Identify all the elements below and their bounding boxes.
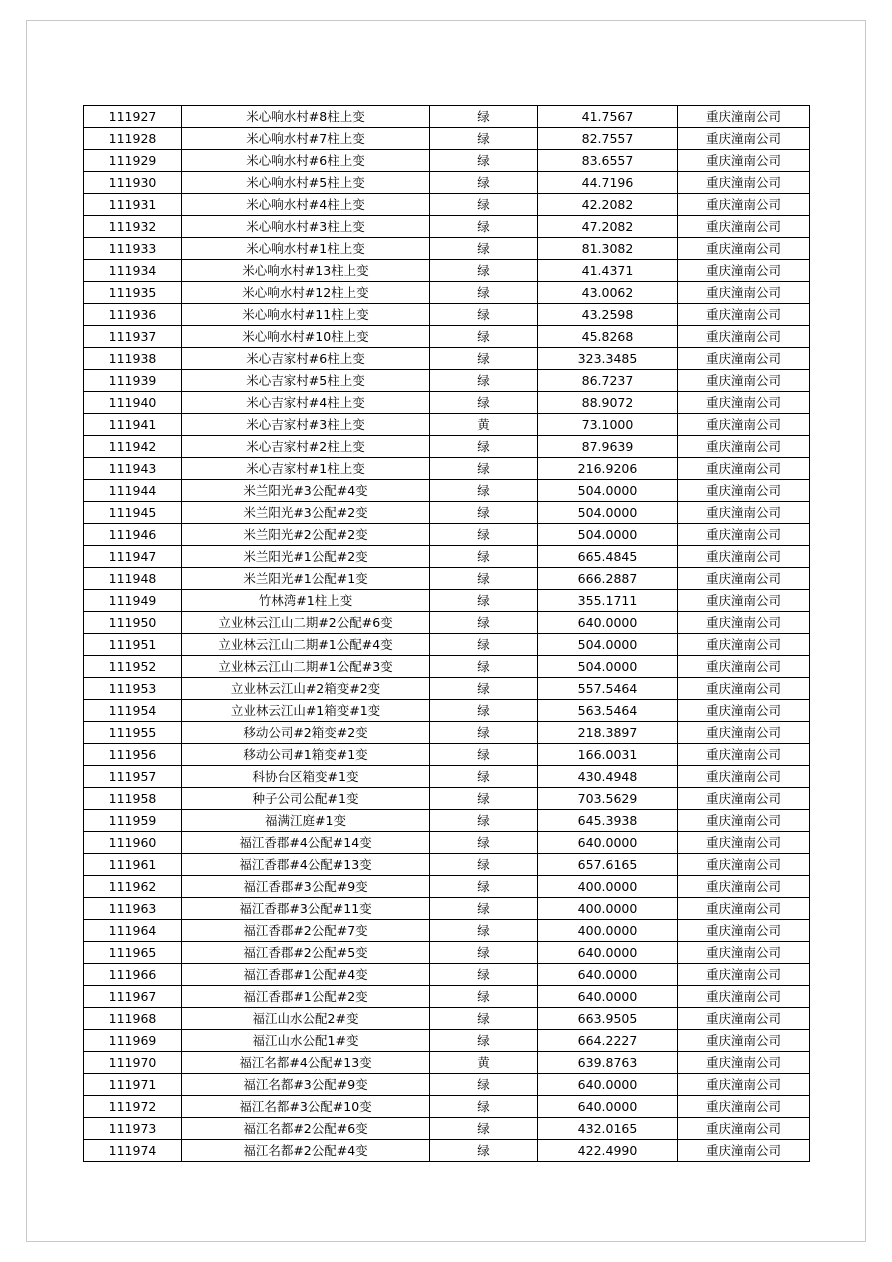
cell-status: 黄 — [430, 414, 538, 436]
cell-id: 111940 — [84, 392, 182, 414]
cell-company: 重庆潼南公司 — [678, 546, 810, 568]
cell-name: 福江香郡#4公配#13变 — [182, 854, 430, 876]
cell-id: 111931 — [84, 194, 182, 216]
cell-status: 绿 — [430, 1030, 538, 1052]
cell-status: 绿 — [430, 986, 538, 1008]
table-row — [84, 238, 810, 260]
table-body — [84, 106, 810, 1162]
cell-id: 111963 — [84, 898, 182, 920]
cell-status: 绿 — [430, 326, 538, 348]
cell-id: 111974 — [84, 1140, 182, 1162]
cell-status: 绿 — [430, 920, 538, 942]
cell-company: 重庆潼南公司 — [678, 788, 810, 810]
cell-value: 504.0000 — [538, 480, 678, 502]
cell-status: 绿 — [430, 106, 538, 128]
table-row — [84, 1008, 810, 1030]
table-row — [84, 854, 810, 876]
cell-status: 绿 — [430, 1118, 538, 1140]
cell-name: 米心响水村#1柱上变 — [182, 238, 430, 260]
cell-value: 640.0000 — [538, 964, 678, 986]
table-row — [84, 150, 810, 172]
cell-name: 米心响水村#11柱上变 — [182, 304, 430, 326]
cell-value: 663.9505 — [538, 1008, 678, 1030]
cell-value: 42.2082 — [538, 194, 678, 216]
table-row — [84, 568, 810, 590]
cell-company: 重庆潼南公司 — [678, 832, 810, 854]
cell-value: 504.0000 — [538, 634, 678, 656]
cell-value: 323.3485 — [538, 348, 678, 370]
cell-value: 504.0000 — [538, 524, 678, 546]
table-row — [84, 106, 810, 128]
cell-name: 福江香郡#2公配#5变 — [182, 942, 430, 964]
cell-status: 绿 — [430, 634, 538, 656]
cell-status: 绿 — [430, 282, 538, 304]
cell-status: 绿 — [430, 964, 538, 986]
cell-status: 绿 — [430, 524, 538, 546]
cell-status: 绿 — [430, 1096, 538, 1118]
table-row — [84, 502, 810, 524]
table-row — [84, 1074, 810, 1096]
table-row — [84, 612, 810, 634]
cell-name: 立业林云江山#2箱变#2变 — [182, 678, 430, 700]
cell-status: 绿 — [430, 348, 538, 370]
cell-name: 米心响水村#8柱上变 — [182, 106, 430, 128]
cell-company: 重庆潼南公司 — [678, 458, 810, 480]
table-row — [84, 986, 810, 1008]
cell-company: 重庆潼南公司 — [678, 348, 810, 370]
cell-value: 41.7567 — [538, 106, 678, 128]
cell-name: 米心吉家村#1柱上变 — [182, 458, 430, 480]
cell-name: 移动公司#1箱变#1变 — [182, 744, 430, 766]
cell-name: 米兰阳光#1公配#1变 — [182, 568, 430, 590]
cell-id: 111954 — [84, 700, 182, 722]
cell-company: 重庆潼南公司 — [678, 106, 810, 128]
cell-id: 111962 — [84, 876, 182, 898]
table-row — [84, 304, 810, 326]
cell-id: 111966 — [84, 964, 182, 986]
table-row — [84, 964, 810, 986]
table-row — [84, 898, 810, 920]
cell-company: 重庆潼南公司 — [678, 634, 810, 656]
cell-value: 645.3938 — [538, 810, 678, 832]
cell-status: 绿 — [430, 172, 538, 194]
cell-id: 111932 — [84, 216, 182, 238]
table-row — [84, 634, 810, 656]
cell-id: 111956 — [84, 744, 182, 766]
cell-status: 绿 — [430, 810, 538, 832]
table-row — [84, 172, 810, 194]
cell-value: 422.4990 — [538, 1140, 678, 1162]
cell-company: 重庆潼南公司 — [678, 744, 810, 766]
cell-name: 竹林湾#1柱上变 — [182, 590, 430, 612]
cell-value: 218.3897 — [538, 722, 678, 744]
cell-company: 重庆潼南公司 — [678, 128, 810, 150]
cell-company: 重庆潼南公司 — [678, 282, 810, 304]
cell-value: 665.4845 — [538, 546, 678, 568]
table-row — [84, 678, 810, 700]
cell-status: 绿 — [430, 700, 538, 722]
table-row — [84, 524, 810, 546]
cell-id: 111941 — [84, 414, 182, 436]
table-row — [84, 590, 810, 612]
cell-value: 400.0000 — [538, 898, 678, 920]
cell-id: 111942 — [84, 436, 182, 458]
cell-value: 400.0000 — [538, 920, 678, 942]
cell-company: 重庆潼南公司 — [678, 524, 810, 546]
cell-company: 重庆潼南公司 — [678, 656, 810, 678]
cell-status: 绿 — [430, 1008, 538, 1030]
cell-id: 111960 — [84, 832, 182, 854]
cell-status: 绿 — [430, 678, 538, 700]
cell-company: 重庆潼南公司 — [678, 920, 810, 942]
cell-id: 111930 — [84, 172, 182, 194]
cell-name: 米心响水村#10柱上变 — [182, 326, 430, 348]
cell-value: 87.9639 — [538, 436, 678, 458]
cell-id: 111928 — [84, 128, 182, 150]
cell-id: 111938 — [84, 348, 182, 370]
cell-id: 111935 — [84, 282, 182, 304]
cell-status: 绿 — [430, 458, 538, 480]
table-row — [84, 766, 810, 788]
cell-id: 111945 — [84, 502, 182, 524]
cell-status: 绿 — [430, 656, 538, 678]
cell-name: 立业林云江山二期#2公配#6变 — [182, 612, 430, 634]
cell-value: 657.6165 — [538, 854, 678, 876]
cell-name: 米兰阳光#1公配#2变 — [182, 546, 430, 568]
cell-status: 绿 — [430, 722, 538, 744]
table-row — [84, 128, 810, 150]
cell-name: 福江名都#2公配#6变 — [182, 1118, 430, 1140]
cell-company: 重庆潼南公司 — [678, 1052, 810, 1074]
table-row — [84, 436, 810, 458]
cell-id: 111959 — [84, 810, 182, 832]
cell-status: 绿 — [430, 876, 538, 898]
cell-name: 福江名都#4公配#13变 — [182, 1052, 430, 1074]
cell-company: 重庆潼南公司 — [678, 436, 810, 458]
cell-name: 移动公司#2箱变#2变 — [182, 722, 430, 744]
cell-name: 米兰阳光#3公配#4变 — [182, 480, 430, 502]
cell-value: 43.2598 — [538, 304, 678, 326]
cell-name: 福江香郡#1公配#4变 — [182, 964, 430, 986]
table-row — [84, 282, 810, 304]
cell-id: 111929 — [84, 150, 182, 172]
cell-company: 重庆潼南公司 — [678, 304, 810, 326]
cell-name: 立业林云江山二期#1公配#4变 — [182, 634, 430, 656]
cell-value: 640.0000 — [538, 942, 678, 964]
cell-company: 重庆潼南公司 — [678, 1030, 810, 1052]
table-row — [84, 744, 810, 766]
cell-id: 111972 — [84, 1096, 182, 1118]
cell-company: 重庆潼南公司 — [678, 590, 810, 612]
cell-id: 111933 — [84, 238, 182, 260]
cell-name: 米心吉家村#5柱上变 — [182, 370, 430, 392]
cell-status: 绿 — [430, 942, 538, 964]
table-row — [84, 700, 810, 722]
cell-status: 绿 — [430, 766, 538, 788]
cell-id: 111957 — [84, 766, 182, 788]
table-row — [84, 788, 810, 810]
cell-name: 福江香郡#3公配#11变 — [182, 898, 430, 920]
cell-status: 绿 — [430, 854, 538, 876]
cell-name: 福满江庭#1变 — [182, 810, 430, 832]
cell-value: 432.0165 — [538, 1118, 678, 1140]
cell-status: 绿 — [430, 1074, 538, 1096]
cell-company: 重庆潼南公司 — [678, 238, 810, 260]
cell-name: 米心响水村#12柱上变 — [182, 282, 430, 304]
cell-company: 重庆潼南公司 — [678, 568, 810, 590]
cell-company: 重庆潼南公司 — [678, 216, 810, 238]
cell-status: 绿 — [430, 370, 538, 392]
cell-id: 111936 — [84, 304, 182, 326]
cell-name: 科协台区箱变#1变 — [182, 766, 430, 788]
cell-value: 83.6557 — [538, 150, 678, 172]
cell-value: 73.1000 — [538, 414, 678, 436]
cell-name: 米心吉家村#3柱上变 — [182, 414, 430, 436]
cell-name: 米兰阳光#3公配#2变 — [182, 502, 430, 524]
cell-status: 黄 — [430, 1052, 538, 1074]
cell-id: 111970 — [84, 1052, 182, 1074]
table-row — [84, 414, 810, 436]
cell-id: 111943 — [84, 458, 182, 480]
cell-status: 绿 — [430, 590, 538, 612]
cell-status: 绿 — [430, 568, 538, 590]
cell-company: 重庆潼南公司 — [678, 854, 810, 876]
cell-status: 绿 — [430, 216, 538, 238]
table-row — [84, 216, 810, 238]
cell-company: 重庆潼南公司 — [678, 964, 810, 986]
cell-value: 355.1711 — [538, 590, 678, 612]
cell-value: 640.0000 — [538, 832, 678, 854]
cell-name: 福江山水公配2#变 — [182, 1008, 430, 1030]
cell-status: 绿 — [430, 150, 538, 172]
cell-name: 福江香郡#2公配#7变 — [182, 920, 430, 942]
cell-name: 米心响水村#5柱上变 — [182, 172, 430, 194]
table-row — [84, 1118, 810, 1140]
table-row — [84, 392, 810, 414]
cell-id: 111950 — [84, 612, 182, 634]
cell-value: 640.0000 — [538, 1096, 678, 1118]
table-row — [84, 480, 810, 502]
cell-name: 福江名都#3公配#9变 — [182, 1074, 430, 1096]
cell-name: 福江名都#3公配#10变 — [182, 1096, 430, 1118]
cell-company: 重庆潼南公司 — [678, 370, 810, 392]
cell-id: 111951 — [84, 634, 182, 656]
cell-value: 45.8268 — [538, 326, 678, 348]
cell-value: 400.0000 — [538, 876, 678, 898]
cell-value: 47.2082 — [538, 216, 678, 238]
cell-value: 166.0031 — [538, 744, 678, 766]
cell-id: 111946 — [84, 524, 182, 546]
cell-id: 111955 — [84, 722, 182, 744]
cell-id: 111969 — [84, 1030, 182, 1052]
table-row — [84, 370, 810, 392]
cell-id: 111927 — [84, 106, 182, 128]
cell-id: 111971 — [84, 1074, 182, 1096]
cell-value: 703.5629 — [538, 788, 678, 810]
table-row — [84, 832, 810, 854]
cell-id: 111964 — [84, 920, 182, 942]
table-row — [84, 1030, 810, 1052]
cell-status: 绿 — [430, 436, 538, 458]
cell-id: 111961 — [84, 854, 182, 876]
cell-value: 664.2227 — [538, 1030, 678, 1052]
cell-status: 绿 — [430, 744, 538, 766]
cell-id: 111952 — [84, 656, 182, 678]
cell-name: 福江香郡#3公配#9变 — [182, 876, 430, 898]
cell-value: 666.2887 — [538, 568, 678, 590]
table-row — [84, 546, 810, 568]
cell-company: 重庆潼南公司 — [678, 414, 810, 436]
cell-value: 43.0062 — [538, 282, 678, 304]
cell-id: 111953 — [84, 678, 182, 700]
cell-name: 米心响水村#3柱上变 — [182, 216, 430, 238]
cell-company: 重庆潼南公司 — [678, 502, 810, 524]
cell-value: 88.9072 — [538, 392, 678, 414]
table-row — [84, 260, 810, 282]
table-row — [84, 458, 810, 480]
cell-id: 111965 — [84, 942, 182, 964]
cell-company: 重庆潼南公司 — [678, 1118, 810, 1140]
cell-value: 563.5464 — [538, 700, 678, 722]
cell-company: 重庆潼南公司 — [678, 150, 810, 172]
cell-status: 绿 — [430, 502, 538, 524]
cell-value: 216.9206 — [538, 458, 678, 480]
cell-status: 绿 — [430, 392, 538, 414]
cell-name: 米心响水村#6柱上变 — [182, 150, 430, 172]
table-row — [84, 656, 810, 678]
cell-company: 重庆潼南公司 — [678, 942, 810, 964]
cell-name: 米心吉家村#2柱上变 — [182, 436, 430, 458]
cell-value: 81.3082 — [538, 238, 678, 260]
cell-company: 重庆潼南公司 — [678, 1074, 810, 1096]
cell-name: 米心吉家村#6柱上变 — [182, 348, 430, 370]
table-row — [84, 348, 810, 370]
cell-status: 绿 — [430, 898, 538, 920]
cell-status: 绿 — [430, 546, 538, 568]
cell-company: 重庆潼南公司 — [678, 766, 810, 788]
cell-name: 米心响水村#13柱上变 — [182, 260, 430, 282]
data-table-container — [83, 105, 809, 1162]
cell-name: 米兰阳光#2公配#2变 — [182, 524, 430, 546]
cell-value: 82.7557 — [538, 128, 678, 150]
cell-value: 640.0000 — [538, 612, 678, 634]
table-row — [84, 810, 810, 832]
cell-company: 重庆潼南公司 — [678, 260, 810, 282]
table-row — [84, 1140, 810, 1162]
table-row — [84, 1052, 810, 1074]
table-row — [84, 326, 810, 348]
cell-company: 重庆潼南公司 — [678, 986, 810, 1008]
cell-company: 重庆潼南公司 — [678, 392, 810, 414]
cell-company: 重庆潼南公司 — [678, 1096, 810, 1118]
table-row — [84, 920, 810, 942]
cell-name: 米心响水村#4柱上变 — [182, 194, 430, 216]
table-row — [84, 194, 810, 216]
cell-status: 绿 — [430, 612, 538, 634]
table-row — [84, 942, 810, 964]
table-row — [84, 1096, 810, 1118]
cell-id: 111944 — [84, 480, 182, 502]
cell-status: 绿 — [430, 1140, 538, 1162]
cell-company: 重庆潼南公司 — [678, 722, 810, 744]
cell-status: 绿 — [430, 194, 538, 216]
cell-value: 640.0000 — [538, 1074, 678, 1096]
cell-value: 430.4948 — [538, 766, 678, 788]
cell-company: 重庆潼南公司 — [678, 612, 810, 634]
table-row — [84, 722, 810, 744]
data-table — [83, 105, 810, 1162]
cell-name: 米心吉家村#4柱上变 — [182, 392, 430, 414]
cell-id: 111947 — [84, 546, 182, 568]
cell-value: 557.5464 — [538, 678, 678, 700]
cell-company: 重庆潼南公司 — [678, 1140, 810, 1162]
cell-name: 福江名都#2公配#4变 — [182, 1140, 430, 1162]
cell-company: 重庆潼南公司 — [678, 876, 810, 898]
cell-id: 111973 — [84, 1118, 182, 1140]
cell-status: 绿 — [430, 128, 538, 150]
table-row — [84, 876, 810, 898]
cell-company: 重庆潼南公司 — [678, 1008, 810, 1030]
cell-name: 福江香郡#4公配#14变 — [182, 832, 430, 854]
cell-name: 米心响水村#7柱上变 — [182, 128, 430, 150]
cell-status: 绿 — [430, 304, 538, 326]
cell-id: 111967 — [84, 986, 182, 1008]
cell-value: 640.0000 — [538, 986, 678, 1008]
cell-value: 639.8763 — [538, 1052, 678, 1074]
cell-id: 111939 — [84, 370, 182, 392]
cell-company: 重庆潼南公司 — [678, 194, 810, 216]
cell-id: 111937 — [84, 326, 182, 348]
cell-company: 重庆潼南公司 — [678, 326, 810, 348]
cell-value: 41.4371 — [538, 260, 678, 282]
cell-value: 504.0000 — [538, 656, 678, 678]
cell-name: 福江山水公配1#变 — [182, 1030, 430, 1052]
cell-name: 福江香郡#1公配#2变 — [182, 986, 430, 1008]
cell-company: 重庆潼南公司 — [678, 172, 810, 194]
cell-name: 立业林云江山二期#1公配#3变 — [182, 656, 430, 678]
cell-value: 44.7196 — [538, 172, 678, 194]
cell-id: 111968 — [84, 1008, 182, 1030]
cell-value: 504.0000 — [538, 502, 678, 524]
cell-status: 绿 — [430, 238, 538, 260]
cell-id: 111958 — [84, 788, 182, 810]
cell-status: 绿 — [430, 480, 538, 502]
cell-status: 绿 — [430, 260, 538, 282]
cell-id: 111948 — [84, 568, 182, 590]
cell-company: 重庆潼南公司 — [678, 480, 810, 502]
cell-name: 种子公司公配#1变 — [182, 788, 430, 810]
cell-status: 绿 — [430, 788, 538, 810]
cell-status: 绿 — [430, 832, 538, 854]
cell-id: 111949 — [84, 590, 182, 612]
cell-id: 111934 — [84, 260, 182, 282]
cell-company: 重庆潼南公司 — [678, 898, 810, 920]
cell-company: 重庆潼南公司 — [678, 678, 810, 700]
cell-company: 重庆潼南公司 — [678, 810, 810, 832]
cell-name: 立业林云江山#1箱变#1变 — [182, 700, 430, 722]
cell-company: 重庆潼南公司 — [678, 700, 810, 722]
cell-value: 86.7237 — [538, 370, 678, 392]
